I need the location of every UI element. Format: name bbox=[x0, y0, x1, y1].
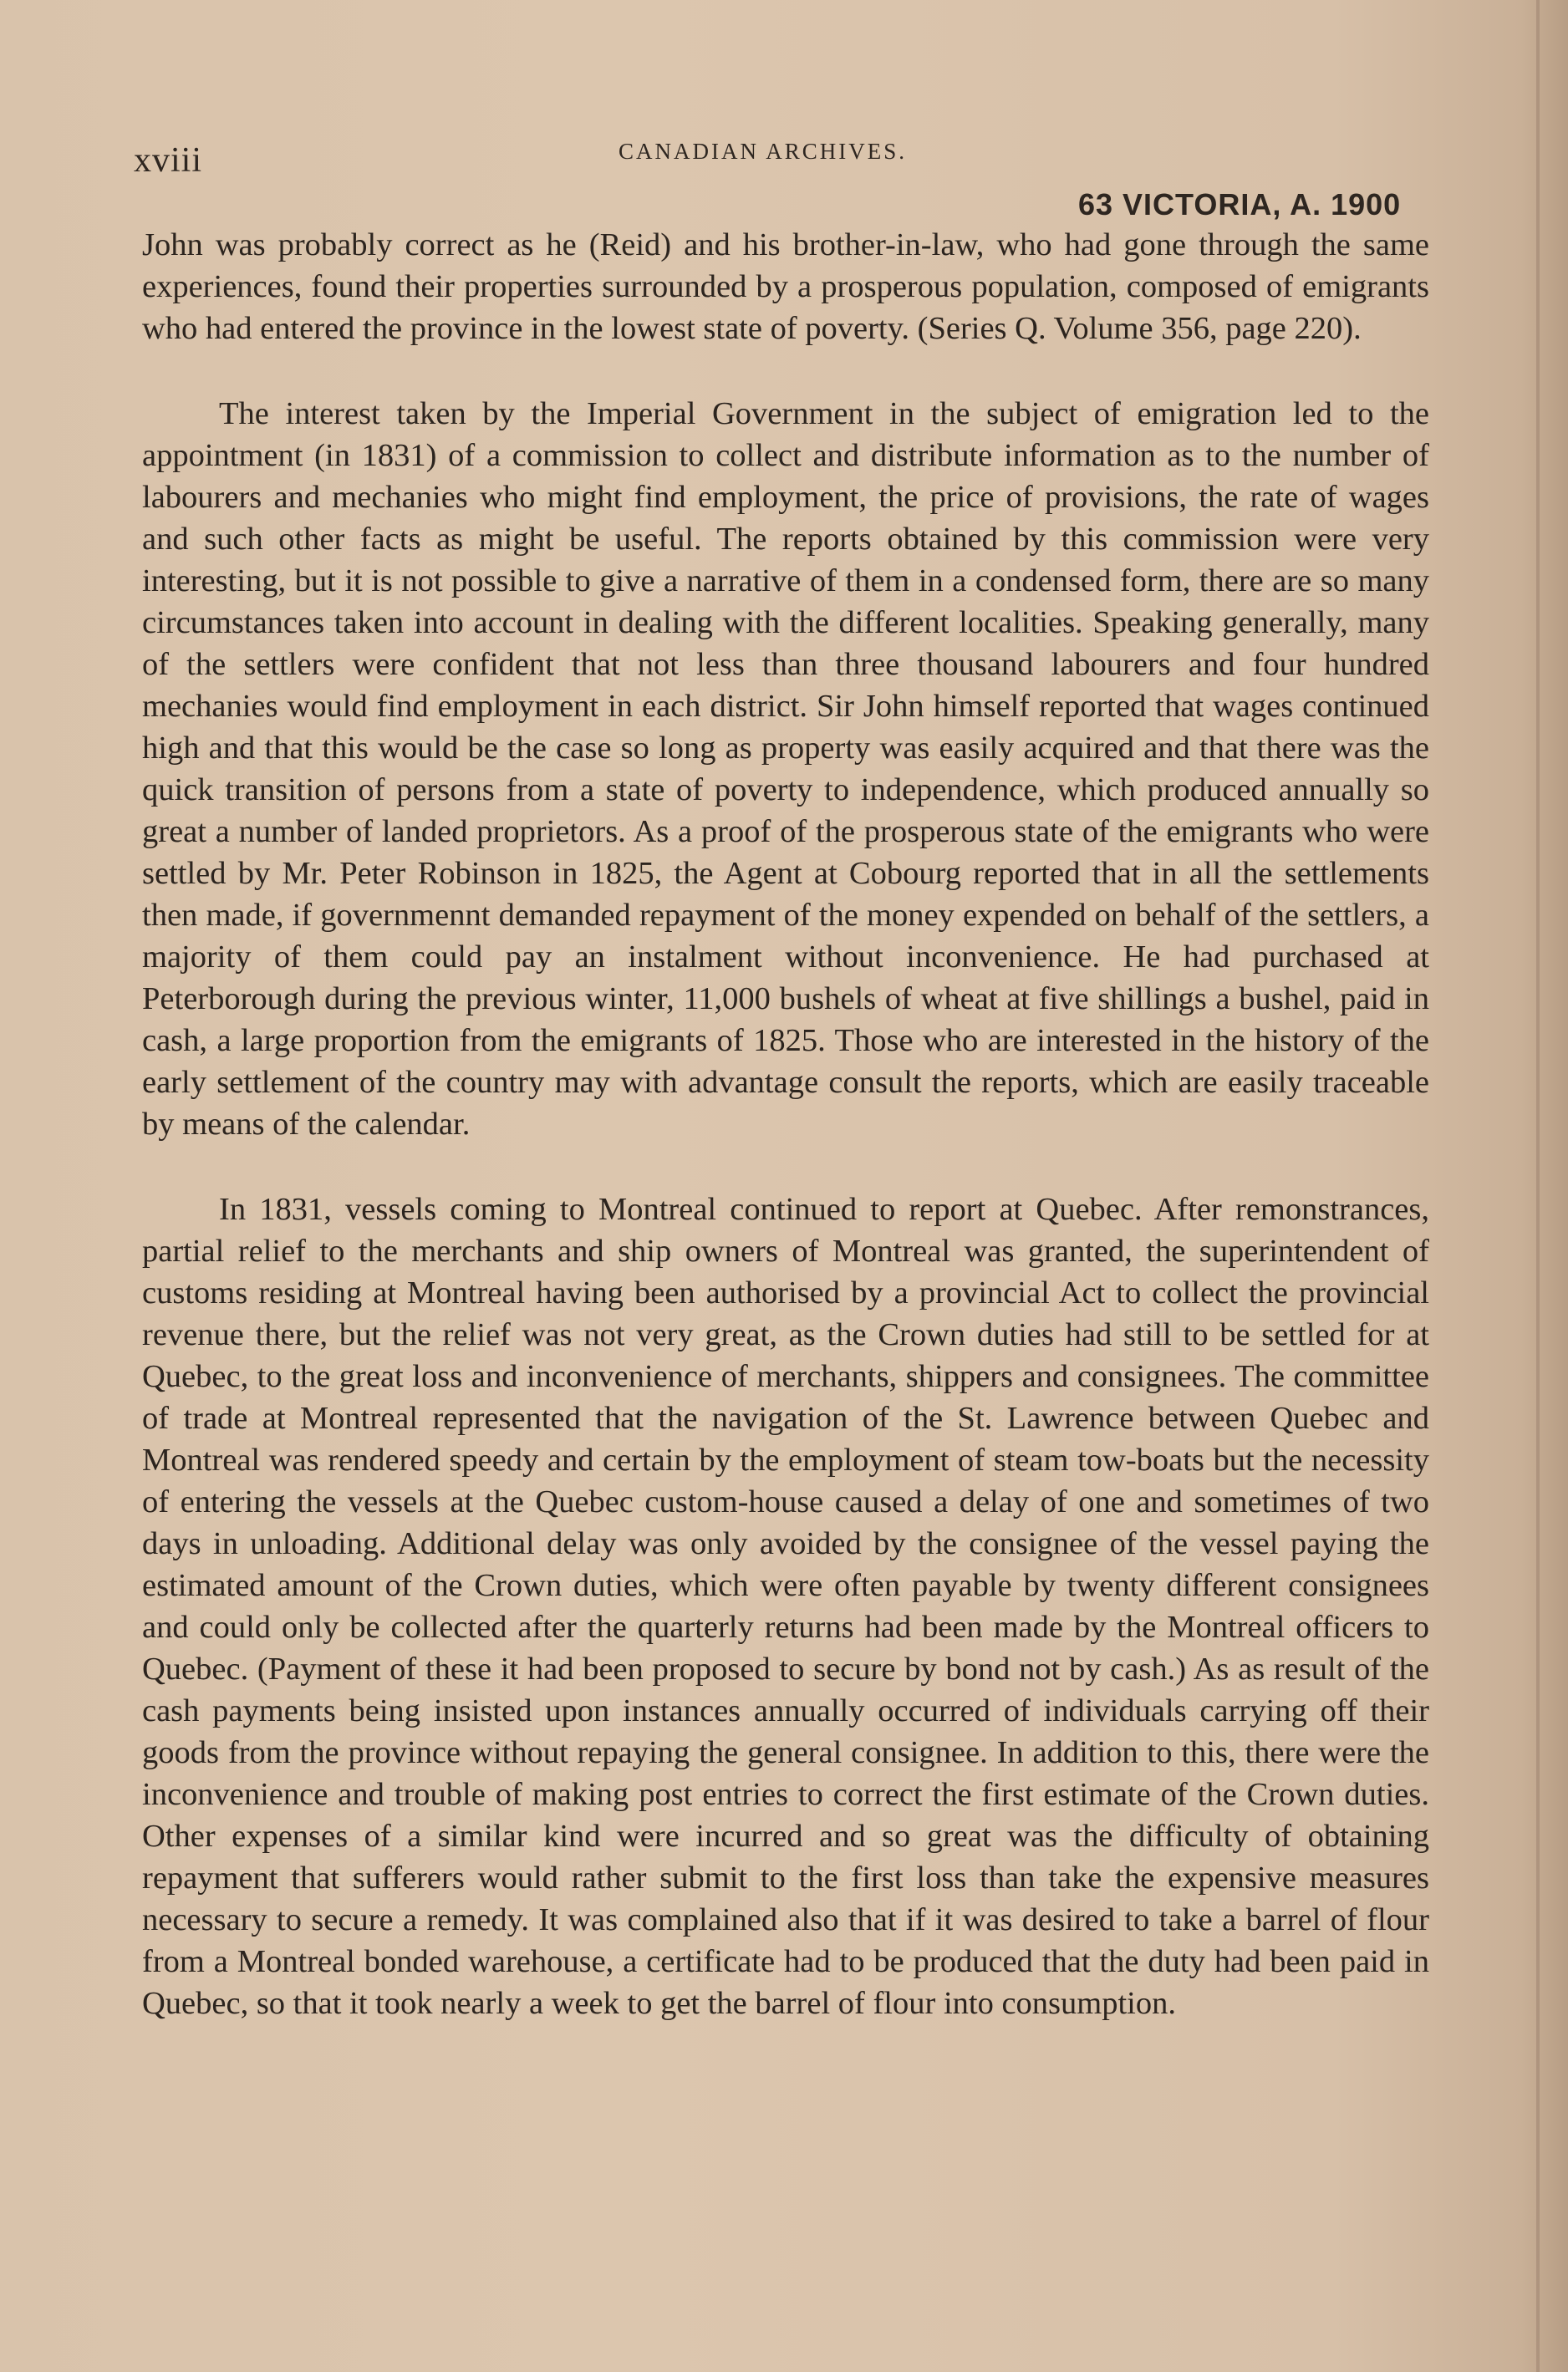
running-title: CANADIAN ARCHIVES. bbox=[619, 139, 908, 164]
body-text bbox=[142, 224, 1429, 2024]
paragraph-montreal-customs: In 1831, vessels coming to Montreal continued to report at Quebec. After remonstrances, partial relief to the merchants and ship owners of Montreal was granted, the superintendent of customs residing at Montreal having been authorised by a provincial Act to collect the provincial revenue there, but the relief was not very great, as the Crown duties had still to be settled for at Quebec, to the great loss and inconvenience of merchants, shippers and consignees. The committee of trade at Montreal represented that the navigation of the St. Lawrence between Quebec and Montreal was rendered speedy and certain by the employment of steam tow-boats but the necessity of entering the vessels at the Quebec custom-house caused a delay of one and sometimes of two days in unloading. Additional delay was only avoided by the consignee of the vessel paying the estimated amount of the Crown duties, which were often payable by twenty different consignees and could only be collected after the quarterly returns had been made by the Montreal officers to Quebec. (Payment of these it had been proposed to secure by bond not by cash.) As as result of the cash payments being insisted upon instances annually occurred of individuals carrying off their goods from the province without repaying the general consignee. In addition to this, there were the inconvenience and trouble of making post entries to correct the first estimate of the Crown duties. Other expenses of a similar kind were incurred and so great was the difficulty of obtaining repayment that sufferers would rather submit to the first loss than take the expensive measures necessary to secure a remedy. It was complained also that if it was desired to take a barrel of flour from a Montreal bonded warehouse, a certificate had to be produced that the duty had been paid in Quebec, so that it took nearly a week to get the barrel of flour into consumption. bbox=[142, 1192, 1429, 2021]
session-heading: 63 VICTORIA, A. 1900 bbox=[1078, 187, 1402, 221]
page-edge-shadow bbox=[1536, 0, 1540, 2372]
paragraph-continuation: John was probably correct as he (Reid) and his brother-in-law, who had gone through the same experiences, found their properties surrounded by a prosperous population, composed of emigrants who had entered the province in the lowest state of poverty. (Series Q. Volume 356, page 220). bbox=[142, 227, 1429, 346]
page-number: xviii bbox=[134, 141, 203, 180]
paragraph-emigration-commission: The interest taken by the Imperial Government in the subject of emigration led to the appointment (in 1831) of a commission to collect and distribute information as to the number of labourers and mechanies who might find employment, the price of provisions, the rate of wages and such other facts as might be useful. The reports obtained by this commission were very interesting, but it is not possible to give a narrative of them in a condensed form, there are so many circumstances taken into account in dealing with the different localities. Speaking generally, many of the settlers were confident that not less than three thousand labourers and four hundred mechanies would find employment in each district. Sir John himself reported that wages continued high and that this would be the case so long as property was easily acquired and that there was the quick transition of persons from a state of poverty to independence, which produced annually so great a number of landed proprietors. As a proof of the prosperous state of the emigrants who were settled by Mr. Peter Robinson in 1825, the Agent at Cobourg reported that in all the settlements then made, if governmennt demanded repayment of the money expended on behalf of the settlers, a majority of them could pay an instalment without inconvenience. He had purchased at Peterborough during the previous winter, 11,000 bushels of wheat at five shillings a bushel, paid in cash, a large proportion from the emigrants of 1825. Those who are interested in the history of the early settlement of the country may with advantage consult the reports, which are easily traceable by means of the calendar. bbox=[142, 396, 1429, 1142]
